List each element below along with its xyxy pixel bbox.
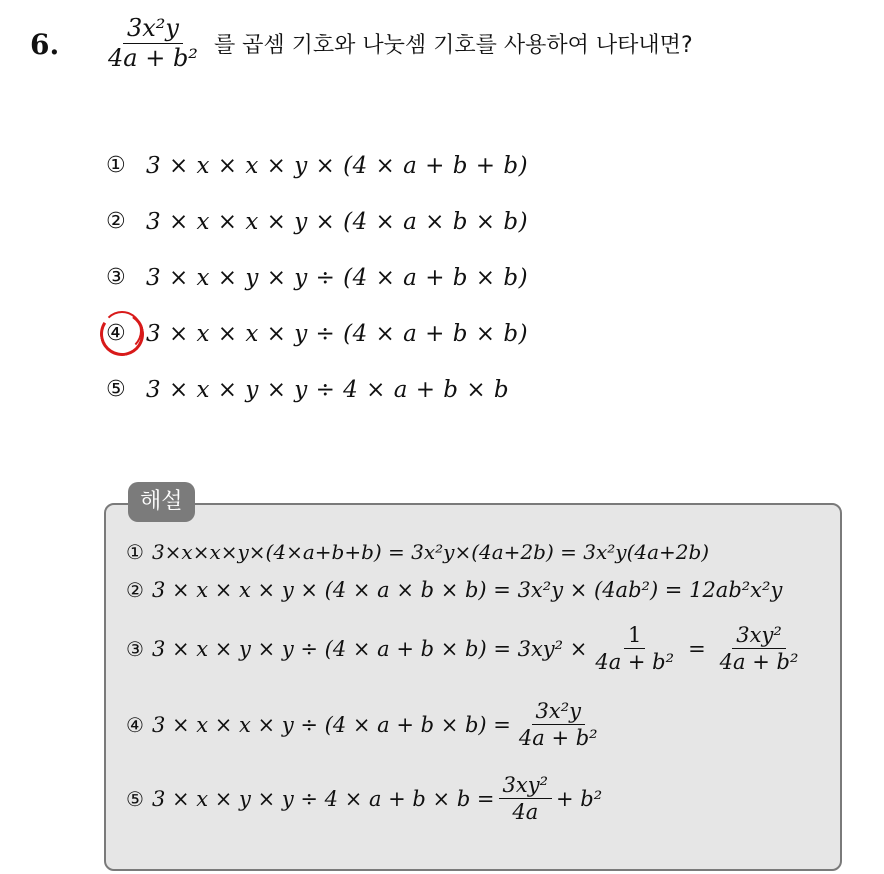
solution-mark: ⑤ [126, 786, 144, 811]
solution-line-5 [126, 774, 602, 823]
question-number: 6. [30, 28, 60, 61]
question-fraction-numerator: 3x²y [123, 16, 183, 44]
question-fraction-denominator: 4a + b² [108, 44, 198, 73]
solution-line-2 [126, 578, 782, 602]
option-1[interactable] [106, 138, 528, 194]
solution-expression: 3 × x × y × y ÷ (4 × a + b × b) = 3xy² × [151, 636, 588, 661]
solution-fraction [591, 624, 678, 673]
fraction-numerator: 3xy² [732, 624, 786, 649]
option-4[interactable] [106, 306, 528, 362]
solution-expression: 3 × x × x × y × (4 × a × b × b) = 3x²y × (4ab²) = 12ab²x²y [151, 578, 783, 602]
solution-line-1 [126, 540, 709, 564]
fraction-denominator: 4a [512, 800, 539, 825]
question-text: 를 곱셈 기호와 나눗셈 기호를 사용하여 나타내면? [213, 33, 693, 59]
question-stem [100, 16, 693, 71]
solution-expression: 3×x×x×y×(4×a+b+b) = 3x²y×(4a+2b) = 3x²y(4a+2b) [151, 540, 710, 564]
option-mark: ④ [106, 321, 126, 346]
solution-mark: ④ [126, 712, 144, 737]
solution-mark: ② [126, 578, 144, 602]
solution-fraction [515, 700, 602, 749]
option-expression: 3 × x × x × y × (4 × a × b × b) [146, 209, 529, 235]
solution-expression: 3 × x × y × y ÷ 4 × a + b × b = [151, 786, 495, 811]
answer-options [106, 138, 528, 418]
solution-expression: 3 × x × x × y ÷ (4 × a + b × b) = [151, 712, 511, 737]
fraction-numerator: 3x²y [532, 700, 586, 725]
solution-tag: 해설 [128, 482, 195, 522]
option-mark: ① [106, 153, 126, 178]
option-3[interactable] [106, 250, 528, 306]
solution-fraction [716, 624, 803, 673]
option-expression: 3 × x × y × y ÷ (4 × a + b × b) [146, 265, 529, 291]
option-mark: ③ [106, 265, 126, 290]
option-expression: 3 × x × x × y × (4 × a + b + b) [146, 153, 529, 179]
option-expression: 3 × x × x × y ÷ (4 × a + b × b) [146, 321, 529, 347]
solution-mark: ① [126, 540, 144, 564]
solution-fraction [499, 774, 553, 823]
option-expression: 3 × x × y × y ÷ 4 × a + b × b [146, 377, 510, 403]
solution-mark: ③ [126, 636, 144, 661]
fraction-denominator: 4a + b² [595, 650, 675, 675]
red-circle-stroke-icon [102, 311, 142, 351]
solution-line-4 [126, 700, 606, 749]
solution-tail: + b² [556, 786, 603, 811]
fraction-numerator: 1 [624, 624, 645, 649]
option-5[interactable] [106, 362, 528, 418]
solution-line-3 [126, 624, 806, 673]
fraction-denominator: 4a + b² [518, 726, 598, 751]
fraction-denominator: 4a + b² [719, 650, 799, 675]
option-mark: ② [106, 209, 126, 234]
option-2[interactable] [106, 194, 528, 250]
fraction-numerator: 3xy² [499, 774, 553, 799]
equals-sign: = [688, 636, 706, 661]
option-mark: ⑤ [106, 377, 126, 402]
question-fraction [104, 16, 202, 71]
